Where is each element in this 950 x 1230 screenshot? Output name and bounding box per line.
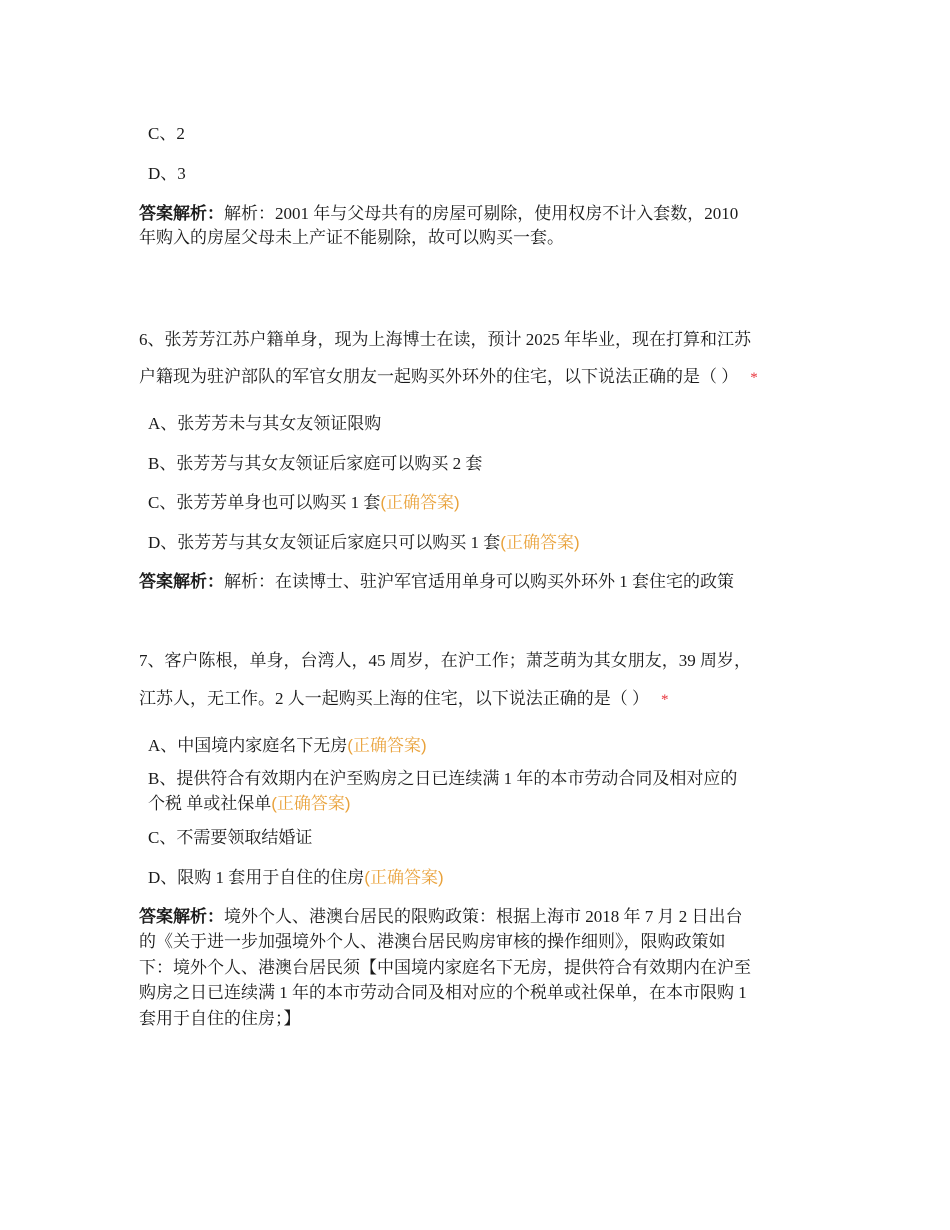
explanation-text: 解析：2001 年与父母共有的房屋可剔除，使用权房不计入套数，2010 bbox=[224, 204, 739, 223]
option-letter: B、 bbox=[148, 769, 177, 788]
option-text: 2 bbox=[176, 124, 185, 143]
option-text: 提供符合有效期内在沪至购房之日已连续满 1 年的本市劳动合同及相对应的 bbox=[176, 769, 738, 788]
q7-option-b-line-2 bbox=[148, 793, 351, 815]
explanation-text: 的《关于进一步加强境外个人、港澳台居民购房审核的操作细则》，限购政策如 bbox=[139, 932, 726, 951]
explanation-label: 答案解析： bbox=[139, 204, 224, 223]
q7-explanation-line-3 bbox=[139, 957, 751, 979]
correct-answer-tag: (正确答案) bbox=[364, 868, 444, 887]
option-text: 张芳芳单身也可以购买 1 套 bbox=[176, 493, 381, 512]
question-text: 户籍现为驻沪部队的军官女朋友一起购买外环外的住宅，以下说法正确的是（ ） bbox=[139, 367, 739, 386]
q7-explanation-line-1 bbox=[139, 906, 743, 928]
option-letter: C、 bbox=[148, 493, 177, 512]
q5-explanation-line-2 bbox=[139, 227, 564, 249]
explanation-label: 答案解析： bbox=[139, 572, 224, 591]
q6-option-b bbox=[148, 453, 482, 475]
required-asterisk: * bbox=[750, 370, 758, 386]
option-text: 中国境内家庭名下无房 bbox=[177, 736, 348, 755]
option-text: 张芳芳未与其女友领证限购 bbox=[177, 414, 382, 433]
option-letter: C、 bbox=[148, 828, 177, 847]
q7-explanation-line-5 bbox=[139, 1008, 301, 1030]
option-letter: A、 bbox=[148, 736, 178, 755]
explanation-label: 答案解析： bbox=[139, 907, 224, 926]
question-text: 江苏人，无工作。2 人一起购买上海的住宅，以下说法正确的是（ ） bbox=[139, 689, 649, 708]
q6-option-d bbox=[148, 532, 580, 554]
required-asterisk: * bbox=[661, 692, 669, 708]
q6-option-a bbox=[148, 413, 381, 435]
explanation-text: 解析：在读博士、驻沪军官适用单身可以购买外环外 1 套住宅的政策 bbox=[224, 572, 734, 591]
q7-title-line-2 bbox=[139, 688, 669, 711]
option-letter: D、 bbox=[148, 868, 178, 887]
q5-explanation-line-1 bbox=[139, 203, 738, 225]
explanation-text: 套用于自住的住房；】 bbox=[139, 1009, 301, 1028]
option-text: 个税 单或社保单 bbox=[148, 794, 272, 813]
q7-explanation-line-4 bbox=[139, 982, 747, 1004]
explanation-text: 购房之日已连续满 1 年的本市劳动合同及相对应的个税单或社保单，在本市限购 1 bbox=[139, 983, 747, 1002]
question-text: 7、客户陈根，单身，台湾人，45 周岁，在沪工作；萧芝萌为其女朋友，39 周岁， bbox=[139, 651, 751, 670]
q6-explanation bbox=[139, 571, 734, 593]
q5-option-c bbox=[148, 123, 185, 145]
q7-option-d bbox=[148, 867, 444, 889]
q6-title-line-2 bbox=[139, 366, 758, 389]
correct-answer-tag: (正确答案) bbox=[380, 493, 460, 512]
q6-title-line-1 bbox=[139, 329, 751, 351]
explanation-text: 年购入的房屋父母未上产证不能剔除，故可以购买一套。 bbox=[139, 228, 564, 247]
q7-title-line-1 bbox=[139, 650, 751, 672]
option-letter: B、 bbox=[148, 454, 177, 473]
q7-option-c bbox=[148, 827, 312, 849]
explanation-text: 境外个人、港澳台居民的限购政策：根据上海市 2018 年 7 月 2 日出台 bbox=[224, 907, 743, 926]
option-text: 3 bbox=[177, 164, 186, 183]
option-text: 张芳芳与其女友领证后家庭只可以购买 1 套 bbox=[177, 533, 501, 552]
option-letter: D、 bbox=[148, 533, 178, 552]
option-letter: A、 bbox=[148, 414, 178, 433]
option-letter: D、 bbox=[148, 164, 178, 183]
q5-option-d bbox=[148, 163, 186, 185]
explanation-text: 下：境外个人、港澳台居民须【中国境内家庭名下无房，提供符合有效期内在沪至 bbox=[139, 958, 751, 977]
correct-answer-tag: (正确答案) bbox=[347, 736, 427, 755]
q7-explanation-line-2 bbox=[139, 931, 726, 953]
option-letter: C、 bbox=[148, 124, 177, 143]
option-text: 张芳芳与其女友领证后家庭可以购买 2 套 bbox=[176, 454, 483, 473]
q7-option-b-line-1 bbox=[148, 768, 737, 790]
option-text: 限购 1 套用于自住的住房 bbox=[177, 868, 365, 887]
correct-answer-tag: (正确答案) bbox=[500, 533, 580, 552]
option-text: 不需要领取结婚证 bbox=[176, 828, 313, 847]
q6-option-c bbox=[148, 492, 460, 514]
q7-option-a bbox=[148, 735, 427, 757]
correct-answer-tag: (正确答案) bbox=[271, 794, 351, 813]
question-text: 6、张芳芳江苏户籍单身，现为上海博士在读，预计 2025 年毕业，现在打算和江苏 bbox=[139, 330, 751, 349]
